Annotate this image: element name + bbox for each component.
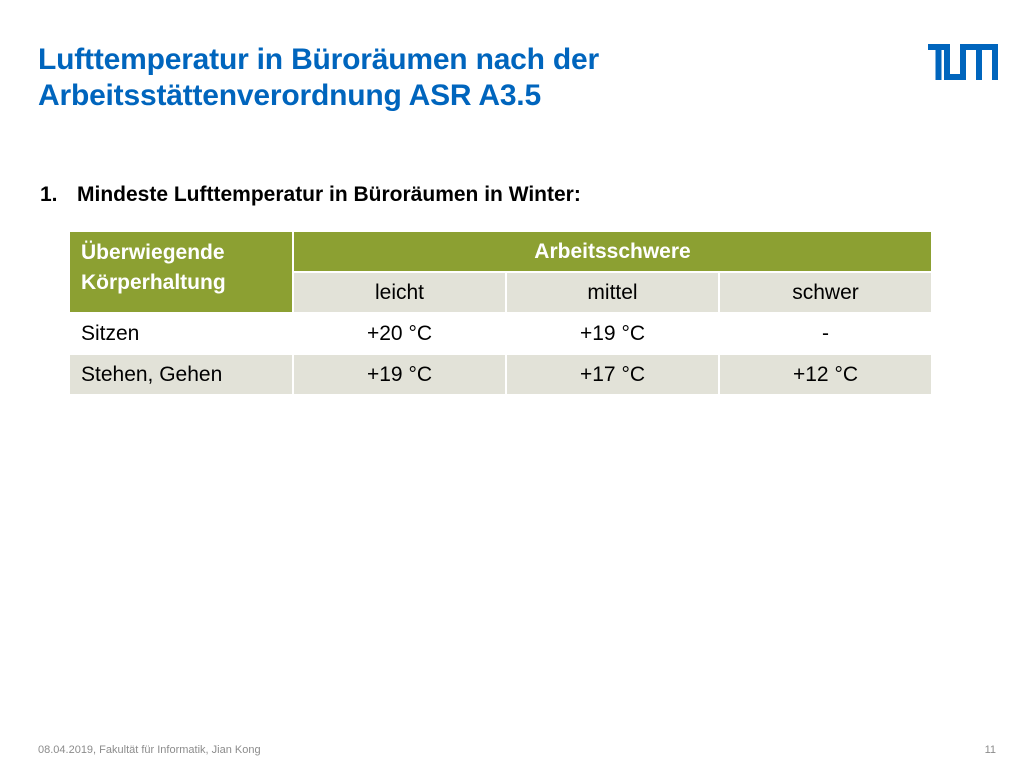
table-row	[70, 355, 931, 394]
corner-header	[70, 232, 292, 312]
table-cell: +20 °C	[294, 314, 505, 353]
table-cell: -	[720, 314, 931, 353]
slide-title	[38, 42, 599, 114]
page-number: 11	[984, 744, 996, 756]
corner-header-line-2: Körperhaltung	[81, 271, 226, 294]
temperature-table	[68, 230, 933, 396]
table-row	[70, 314, 931, 353]
table-cell: +19 °C	[294, 355, 505, 394]
section-number: 1.	[40, 183, 58, 206]
section-title: Mindeste Lufttemperatur in Büroräumen in Winter:	[77, 183, 581, 206]
table-cell: +12 °C	[720, 355, 931, 394]
section-heading	[40, 183, 581, 207]
footer-text: 08.04.2019, Fakultät für Informatik, Jian Kong	[38, 744, 261, 756]
row-label: Stehen, Gehen	[70, 355, 292, 394]
tum-logo-icon	[928, 44, 998, 80]
table-cell: +17 °C	[507, 355, 718, 394]
column-header: leicht	[294, 273, 505, 312]
table-cell: +19 °C	[507, 314, 718, 353]
corner-header-line-1: Überwiegende	[81, 241, 225, 264]
table-header-row	[70, 232, 931, 271]
group-header: Arbeitsschwere	[294, 232, 931, 271]
slide-title-line-2: Arbeitsstättenverordnung ASR A3.5	[38, 79, 541, 112]
row-label: Sitzen	[70, 314, 292, 353]
column-header: schwer	[720, 273, 931, 312]
column-header: mittel	[507, 273, 718, 312]
slide-title-line-1: Lufttemperatur in Büroräumen nach der	[38, 43, 600, 76]
